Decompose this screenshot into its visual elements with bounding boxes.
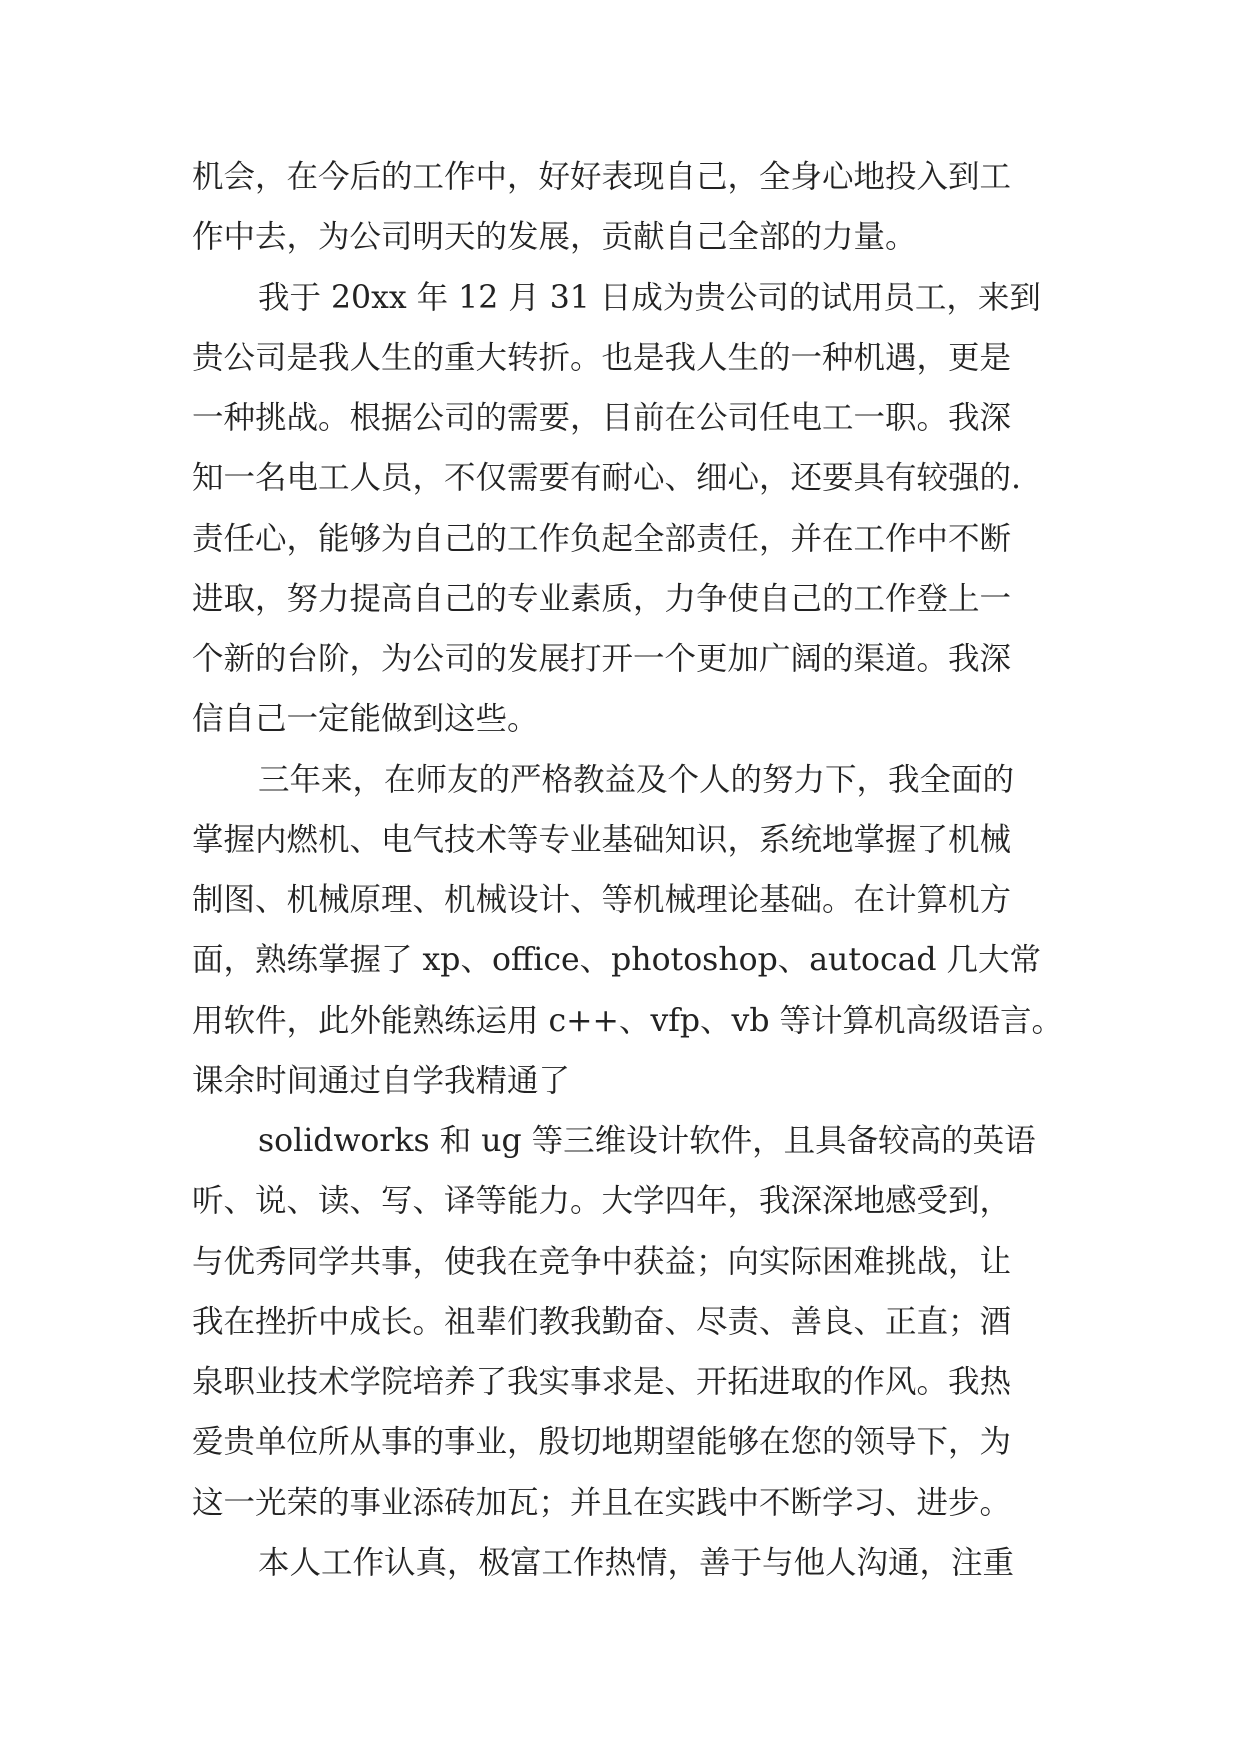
text-line: 我在挫折中成长。祖辈们教我勤奋、尽责、善良、正直；酒 <box>192 1303 1012 1340</box>
text-line: 作中去，为公司明天的发展，贡献自己全部的力量。 <box>192 219 917 256</box>
body-text <box>192 147 1072 1593</box>
text-line: 机会，在今后的工作中，好好表现自己，全身心地投入到工 <box>192 159 1012 195</box>
text-line: 个新的台阶，为公司的发展打开一个更加广阔的渠道。我深 <box>192 641 1012 677</box>
text-line: 贵公司是我人生的重大转折。也是我人生的一种机遇，更是 <box>192 339 1012 376</box>
paragraph-start-line: 本人工作认真，极富工作热情，善于与他人沟通，注重 <box>258 1544 1015 1581</box>
paragraph-start-line: 我于 20xx 年 12 月 31 日成为贵公司的试用员工，来到 <box>258 279 1041 316</box>
text-line: 这一光荣的事业添砖加瓦；并且在实践中不断学习、进步。 <box>192 1484 1012 1521</box>
paragraph-start-line: 三年来，在师友的严格教益及个人的努力下，我全面的 <box>258 761 1015 798</box>
text-line: 一种挑战。根据公司的需要，目前在公司任电工一职。我深 <box>192 400 1012 436</box>
paragraph-start-line: solidworks 和 ug 等三维设计软件，且具备较高的英语 <box>258 1123 1036 1159</box>
text-line: 听、说、读、写、译等能力。大学四年，我深深地感受到， <box>192 1183 1012 1220</box>
text-line: 与优秀同学共事，使我在竞争中获益；向实际困难挑战，让 <box>192 1243 1012 1280</box>
text-line: 爱贵单位所从事的事业，殷切地期望能够在您的领导下，为 <box>192 1424 1012 1461</box>
text-line: 责任心，能够为自己的工作负起全部责任，并在工作中不断 <box>192 520 1012 557</box>
text-line: 制图、机械原理、机械设计、等机械理论基础。在计算机方 <box>192 882 1012 918</box>
text-line: 信自己一定能做到这些。 <box>192 701 539 738</box>
text-line: 知一名电工人员，不仅需要有耐心、细心，还要具有较强的. <box>192 460 1022 497</box>
text-line: 面，熟练掌握了 xp、office、photoshop、autocad 几大常 <box>192 942 1042 979</box>
text-line: 进取，努力提高自己的专业素质，力争使自己的工作登上一 <box>192 580 1012 617</box>
text-line: 掌握内燃机、电气技术等专业基础知识，系统地掌握了机械 <box>192 821 1012 858</box>
text-line: 用软件，此外能熟练运用 c++、vfp、vb 等计算机高级语言。 <box>192 1002 1064 1039</box>
text-line: 泉职业技术学院培养了我实事求是、开拓进取的作风。我热 <box>192 1364 1012 1400</box>
text-line: 课余时间通过自学我精通了 <box>192 1062 571 1099</box>
